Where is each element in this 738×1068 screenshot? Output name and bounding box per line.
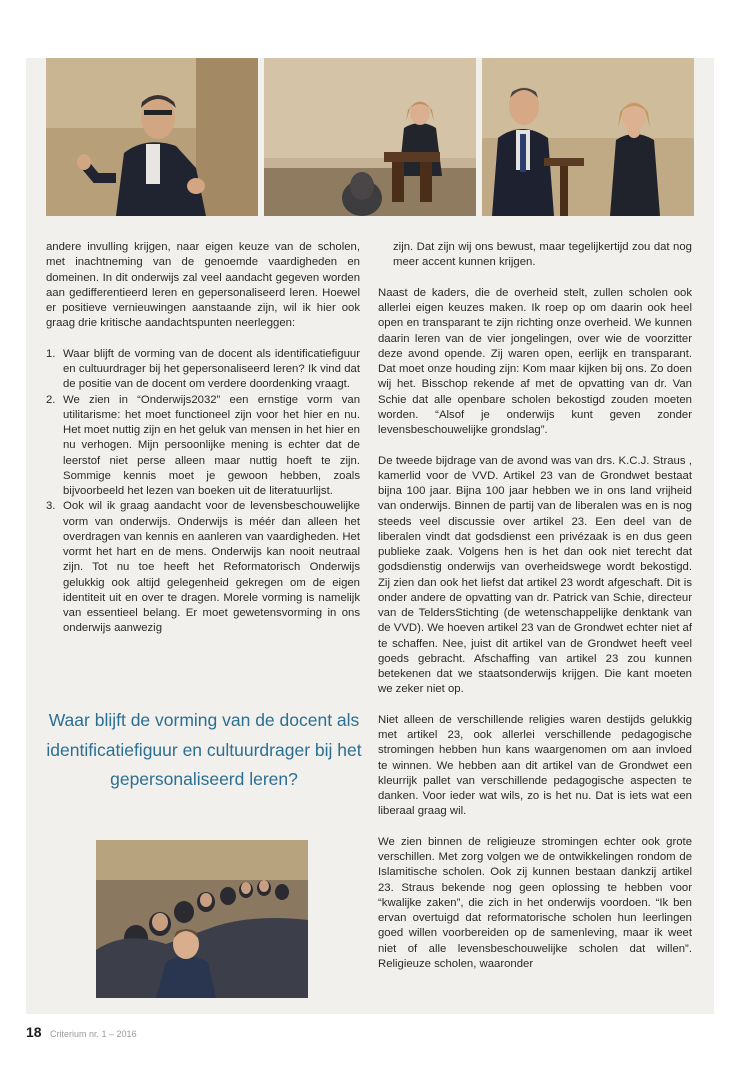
pull-quote: Waar blijft de vorming van de docent als identificatiefiguur en cultuurdrager bij het gepersonaliseerd leren? xyxy=(46,710,362,789)
paragraph: Naast de kaders, die de overheid stelt, zullen scholen ook allerlei eigen keuzes maken. Ik roep op om daarin ook heel open en transparant te zijn richting onze overheid. We kunnen daarin leren van de vier jongelingen, over wie de voorzitter deze avond opende. Zij waren open, eerlijk en transparant. Dat moet onze houding zijn: Kom maar kijken bij ons. Zo doen wij het. Bisschop rekende af met de opvatting van dr. Van Schie dat alle openbare scholen bekostigd zouden moeten worden. “Alsof je onderwijs kunt geven zonder levensbeschouwelijke grondslag”. xyxy=(378,286,692,436)
list-item-text: Waar blijft de vorming van de docent als identificatiefiguur en cultuurdrager bij het gepersonaliseerd leren? Ik vind dat de positie van de docent om verdere doordenking vraagt. xyxy=(63,347,360,391)
list-item-text: Ook wil ik graag aandacht voor de levensbeschouwelijke vorm van onderwijs. Onderwijs is méér dan alleen het overdragen van kennis en aanleren van vaardigheden. Het vormt het hart en de mens. Onderwijs kan nooit neutraal zijn. Tot nu toe heeft het Reformatorisch Onderwijs gelukkig ook altijd gelegenheid gekregen om de eigen identiteit uit en over te dragen. Morele vorming is namelijk van essentieel belang. Er moet gewetensvorming in ons onderwijs aanwezig xyxy=(63,500,360,635)
left-text-column xyxy=(46,240,360,637)
list-item-text: We zien in “Onderwijs2032” een ernstige vorm van utilitarisme: het moet functioneel zijn voor het hier en nu. Het moet nuttig zijn en het geluk van mensen in het hier en nu verhogen. Mijn persoonlijke mening is echter dat de leerstof niet perse alleen maar nuttig hoeft te zijn. Sommige kennis moet je gewoon hebben, zoals bijvoorbeeld het lezen van boeken uit de literatuurlijst. xyxy=(63,393,360,497)
critical-points-list xyxy=(46,347,360,637)
list-item xyxy=(46,499,360,636)
intro-paragraph: andere invulling krijgen, naar eigen keuze van de scholen, met inachtneming van de genoemde vaardigheden en domeinen. In dit onderwijs zal veel aandacht gegeven worden aan gedifferentieerd leren en gepersonaliseerd leren. Hoewel er positieve vernieuwingen aanstaande zijn, wil ik hier ook graag drie kritische aandachtspunten neerleggen: xyxy=(46,241,360,330)
continuation-paragraph: zijn. Dat zijn wij ons bewust, maar tegelijkertijd zou dat nog meer accent kunnen krijgen. xyxy=(393,241,692,269)
list-item xyxy=(46,347,360,393)
paragraph: We zien binnen de religieuze stromingen echter ook grote verschillen. Met zorg volgen we de ontwikkelingen rondom de Islamitische scholen. Ook zij kunnen bestaan dankzij artikel 23. Straus bekende nog geen oplossing te hebben voor “kwalijke zaken”, die zich in het onderwijs voordoen. “Ik ben ervan overtuigd dat reformatorische scholen hun leerlingen goed willen voorbereiden op de samenleving, maar ik weet niet of alle levensbeschouwelijke scholen dat willen”. Religieuze scholen, waaronder xyxy=(378,835,692,970)
list-item-number: 1. xyxy=(46,347,56,360)
paragraph: Niet alleen de verschillende religies waren destijds gelukkig met artikel 23, ook allerlei verschillende pedagogische stromingen hebben hun kans waargenomen om aan invloed te winnen. We hebben aan dit artikel van de Grondwet een kleurrijk pallet van verschillende pedagogische aspecten te danken. Voor ieder wat wils, zo is het nu. Dat is iets wat een liberaal graag wil. xyxy=(378,713,692,818)
list-item-number: 3. xyxy=(46,500,56,513)
page-footer xyxy=(26,1024,137,1044)
list-item-number: 2. xyxy=(46,393,56,406)
page-number: 18 xyxy=(26,1024,42,1040)
audience-seated-photo xyxy=(96,840,308,998)
list-item xyxy=(46,393,360,500)
two-speakers-standing-photo xyxy=(482,58,694,216)
speaker-at-lectern-photo xyxy=(264,58,476,216)
paragraph: De tweede bijdrage van de avond was van drs. K.C.J. Straus , kamerlid voor de VVD. Artikel 23 van de Grondwet bestaat bijna 100 jaar. Bijna 100 jaar hebben we in ons land vrijheid van onderwijs. Binnen de partij van de liberalen was en is nog steeds veel discussie over artikel 23. Een deel van de liberalen vindt dat godsdienst een privézaak is en dus geen publieke zaak. Volgens hen is het dan ook niet terecht dat godsdienstig onderwijs van overheidswege wordt bekostigd. Zij zien dan ook het liefst dat artikel 23 wordt afgeschaft. Dit is onder andere de opvatting van dr. Patrick van Schie, directeur van de TeldersStichting (de wetenschappelijke denktank van de VVD). We hoeven artikel 23 van de Grondwet echter niet af te schaffen. Nee, juist dit artikel van de Grondwet heeft veel goeds gebracht. Afschaffing van artikel 23 zou kunnen betekenen dat we staatsonderwijs krijgen. Die kant moeten we zeker niet op. xyxy=(378,454,692,696)
publication-info: Criterium nr. 1 – 2016 xyxy=(50,1029,137,1039)
speaker-gesturing-photo xyxy=(46,58,258,216)
right-text-column xyxy=(378,240,692,972)
